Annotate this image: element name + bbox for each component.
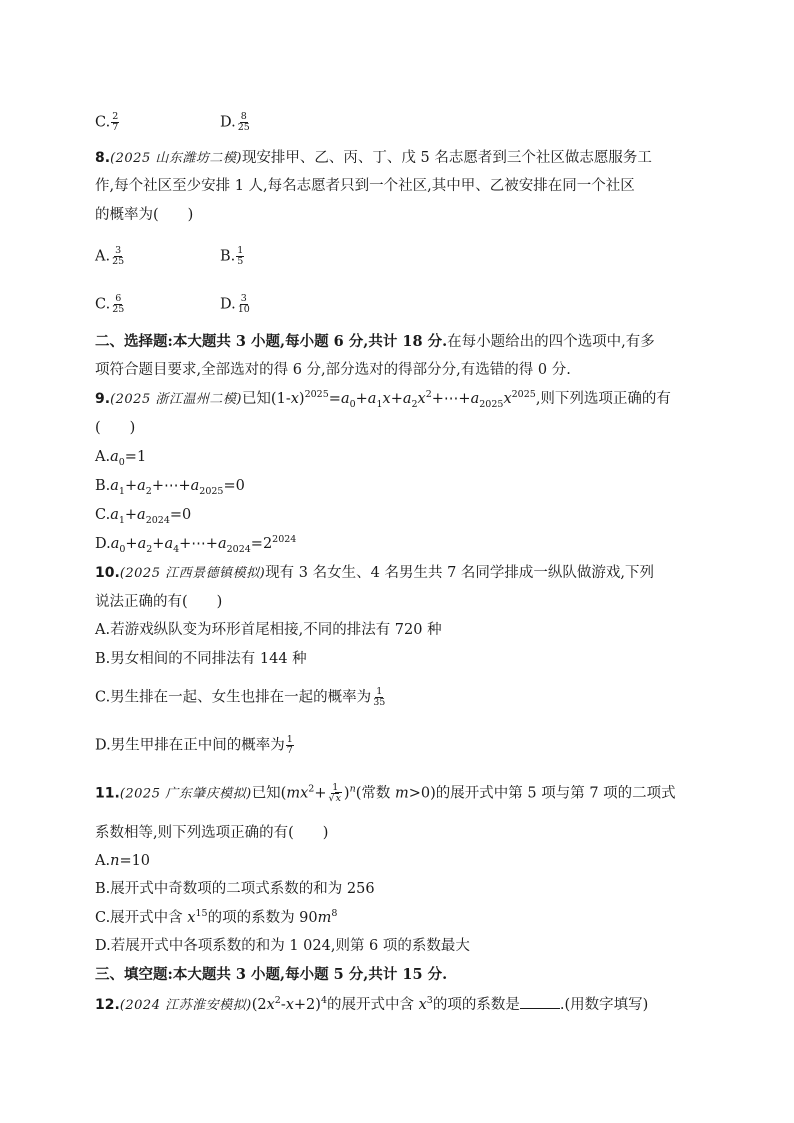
question-text-mid: (常数 <box>355 785 391 802</box>
q11-option-b: B.展开式中奇数项的二项式系数的和为 256 <box>95 881 375 897</box>
q9-stem: 9.(2025 浙江温州二模)已知$(1-x)^{2025}=a_0+a_1x+a_2x^2+\cdots+a_{2025}x^{2025}$,则下列选项正确的有 <box>95 389 671 410</box>
section3-heading <box>95 965 447 985</box>
section-instructions: 在每小题给出的四个选项中,有多 <box>447 334 655 350</box>
q12-stem: 12.(2024 江苏淮安模拟)$(2x^2-x+2)^4$的展开式中含 $x^3$的项的系数是 .(用数字填写) <box>95 995 649 1013</box>
numerator: 2 <box>112 111 119 122</box>
fraction <box>236 246 244 267</box>
question-text-tail: ,则下列选项正确的有 <box>535 391 671 407</box>
fraction <box>111 112 119 133</box>
q8-option-b <box>220 246 245 267</box>
option-label: B. <box>220 248 236 265</box>
q9-option-d: $D.a_0+a_2+a_4+\cdots+a_{2024}=2^{2024}$ <box>95 534 297 555</box>
fraction <box>286 735 294 756</box>
option-text: C.展开式中含 <box>95 910 183 926</box>
q10-option-d <box>95 735 295 756</box>
question-text: 现安排甲、乙、丙、丁、戊 5 名志愿者到三个社区做志愿服务工 <box>241 150 652 166</box>
q8-stem-line2: 作,每个社区至少安排 1 人,每名志愿者只到一个社区,其中甲、乙被安排在同一个社区 <box>95 178 635 194</box>
denominator: 7 <box>112 122 119 133</box>
q7-option-d <box>220 112 252 133</box>
q8-option-a <box>95 246 126 267</box>
q8-option-c <box>95 294 126 315</box>
option-label: A. <box>95 248 111 265</box>
q11-stem-line2: 系数相等,则下列选项正确的有( ) <box>95 825 329 841</box>
q9-option-b: $B.a_1+a_2+\cdots+a_{2025}=0$ <box>95 478 245 497</box>
numerator: 1 <box>376 686 383 697</box>
exponent: 2024 <box>272 534 297 546</box>
q10-stem-line2: 说法正确的有( ) <box>95 594 223 610</box>
fraction <box>237 294 251 315</box>
option-result: =2 <box>250 536 273 552</box>
option-text: C.男生排在一起、女生也排在一起的概率为 <box>95 689 372 706</box>
fraction <box>237 112 251 133</box>
q7-option-c <box>95 112 120 133</box>
option-label: A. <box>95 449 111 465</box>
q8-stem-line3: 的概率为( ) <box>95 207 194 223</box>
q10-option-c <box>95 687 387 708</box>
q11-option-a: A.n=10 <box>95 853 151 869</box>
q10-option-a: A.若游戏纵队变为环形首尾相接,不同的排法有 720 种 <box>95 622 442 638</box>
option-value: =10 <box>119 853 151 869</box>
section2-heading <box>95 332 655 352</box>
option-label: D. <box>220 114 236 131</box>
question-number: 10. <box>95 565 120 581</box>
question-source: (2025 山东潍坊二模) <box>110 151 242 166</box>
denominator: 25 <box>237 122 250 133</box>
option-label: A. <box>95 853 111 869</box>
option-label: C. <box>95 114 111 131</box>
question-source: (2025 广东肇庆模拟) <box>119 786 252 802</box>
q11-option-c: C.展开式中含 $x^{15}$的项的系数为 $90m^8$ <box>95 908 338 926</box>
section-title: 二、选择题:本大题共 3 小题,每小题 6 分,共计 18 分. <box>95 333 448 350</box>
question-number: 8. <box>95 150 111 166</box>
fraction <box>372 687 386 708</box>
q8-option-d <box>220 294 252 315</box>
fraction: $\frac{1}{√x}$ <box>328 782 341 804</box>
q10-stem-line1 <box>95 563 654 584</box>
exponent: 2025 <box>304 389 329 401</box>
question-text: 的展开式中含 <box>327 997 414 1013</box>
question-number: 11. <box>95 785 120 802</box>
section2-instructions-line2: 项符合题目要求,全部选对的得 6 分,部分选对的得部分分,有选错的得 0 分. <box>95 362 571 378</box>
numerator: 1 <box>237 245 244 256</box>
denominator: 7 <box>286 745 293 756</box>
question-number: 9. <box>95 391 111 407</box>
q8-stem-line1 <box>95 148 652 169</box>
q9-option-c: $C.a_1+a_{2024}=0$ <box>95 507 192 526</box>
question-text: 已知( <box>251 785 287 802</box>
numerator: 8 <box>240 111 247 122</box>
option-label: B. <box>95 478 111 494</box>
question-text-tail: >0)的展开式中第 5 项与第 7 项的二项式 <box>408 785 676 802</box>
option-label: D. <box>220 296 236 313</box>
question-text: 现有 3 名女生、4 名男生共 7 名同学排成一纵队做游戏,下列 <box>265 565 655 581</box>
question-source: (2025 浙江温州二模) <box>110 392 242 407</box>
question-source: (2025 江西景德镇模拟) <box>119 566 266 581</box>
fraction <box>111 294 125 315</box>
denominator: 25 <box>112 304 125 315</box>
question-source: (2024 江苏淮安模拟) <box>119 998 252 1013</box>
numerator: 1 <box>286 734 293 745</box>
q9-option-a: $A.a_0=1$ <box>95 449 147 468</box>
numerator: 6 <box>115 293 122 304</box>
question-number: 12. <box>95 997 120 1013</box>
question-text-tail: 的项的系数是 <box>432 997 520 1013</box>
option-text: D.男生甲排在正中间的概率为 <box>95 737 285 754</box>
q11-option-d: D.若展开式中各项系数的和为 1 024,则第 6 项的系数最大 <box>95 938 470 954</box>
denominator: 25 <box>112 256 125 267</box>
numerator: 3 <box>115 245 122 256</box>
denominator: 35 <box>373 697 386 708</box>
section-title: 三、填空题:本大题共 3 小题,每小题 5 分,共计 15 分. <box>95 966 448 983</box>
question-text: 已知(1- <box>241 391 291 407</box>
denominator: 5 <box>237 256 244 267</box>
option-label: D. <box>95 536 111 552</box>
fraction <box>111 246 125 267</box>
question-text-end: .(用数字填写) <box>559 997 649 1013</box>
denominator: 10 <box>237 304 250 315</box>
q11-stem-line1: 11.(2025 广东肇庆模拟)已知($mx^2+$ $\frac{1}{√x}$ )$^n$(常数 m>0)的展开式中第 5 项与第 7 项的二项式 <box>95 782 676 804</box>
q10-option-b: B.男女相间的不同排法有 144 种 <box>95 651 307 667</box>
numerator: 3 <box>240 293 247 304</box>
option-text-mid: 的项的系数为 90 <box>207 910 318 926</box>
option-label: C. <box>95 296 111 313</box>
q9-answer-paren: ( ) <box>95 420 136 436</box>
answer-blank[interactable] <box>520 994 560 1009</box>
option-label: C. <box>95 507 111 523</box>
